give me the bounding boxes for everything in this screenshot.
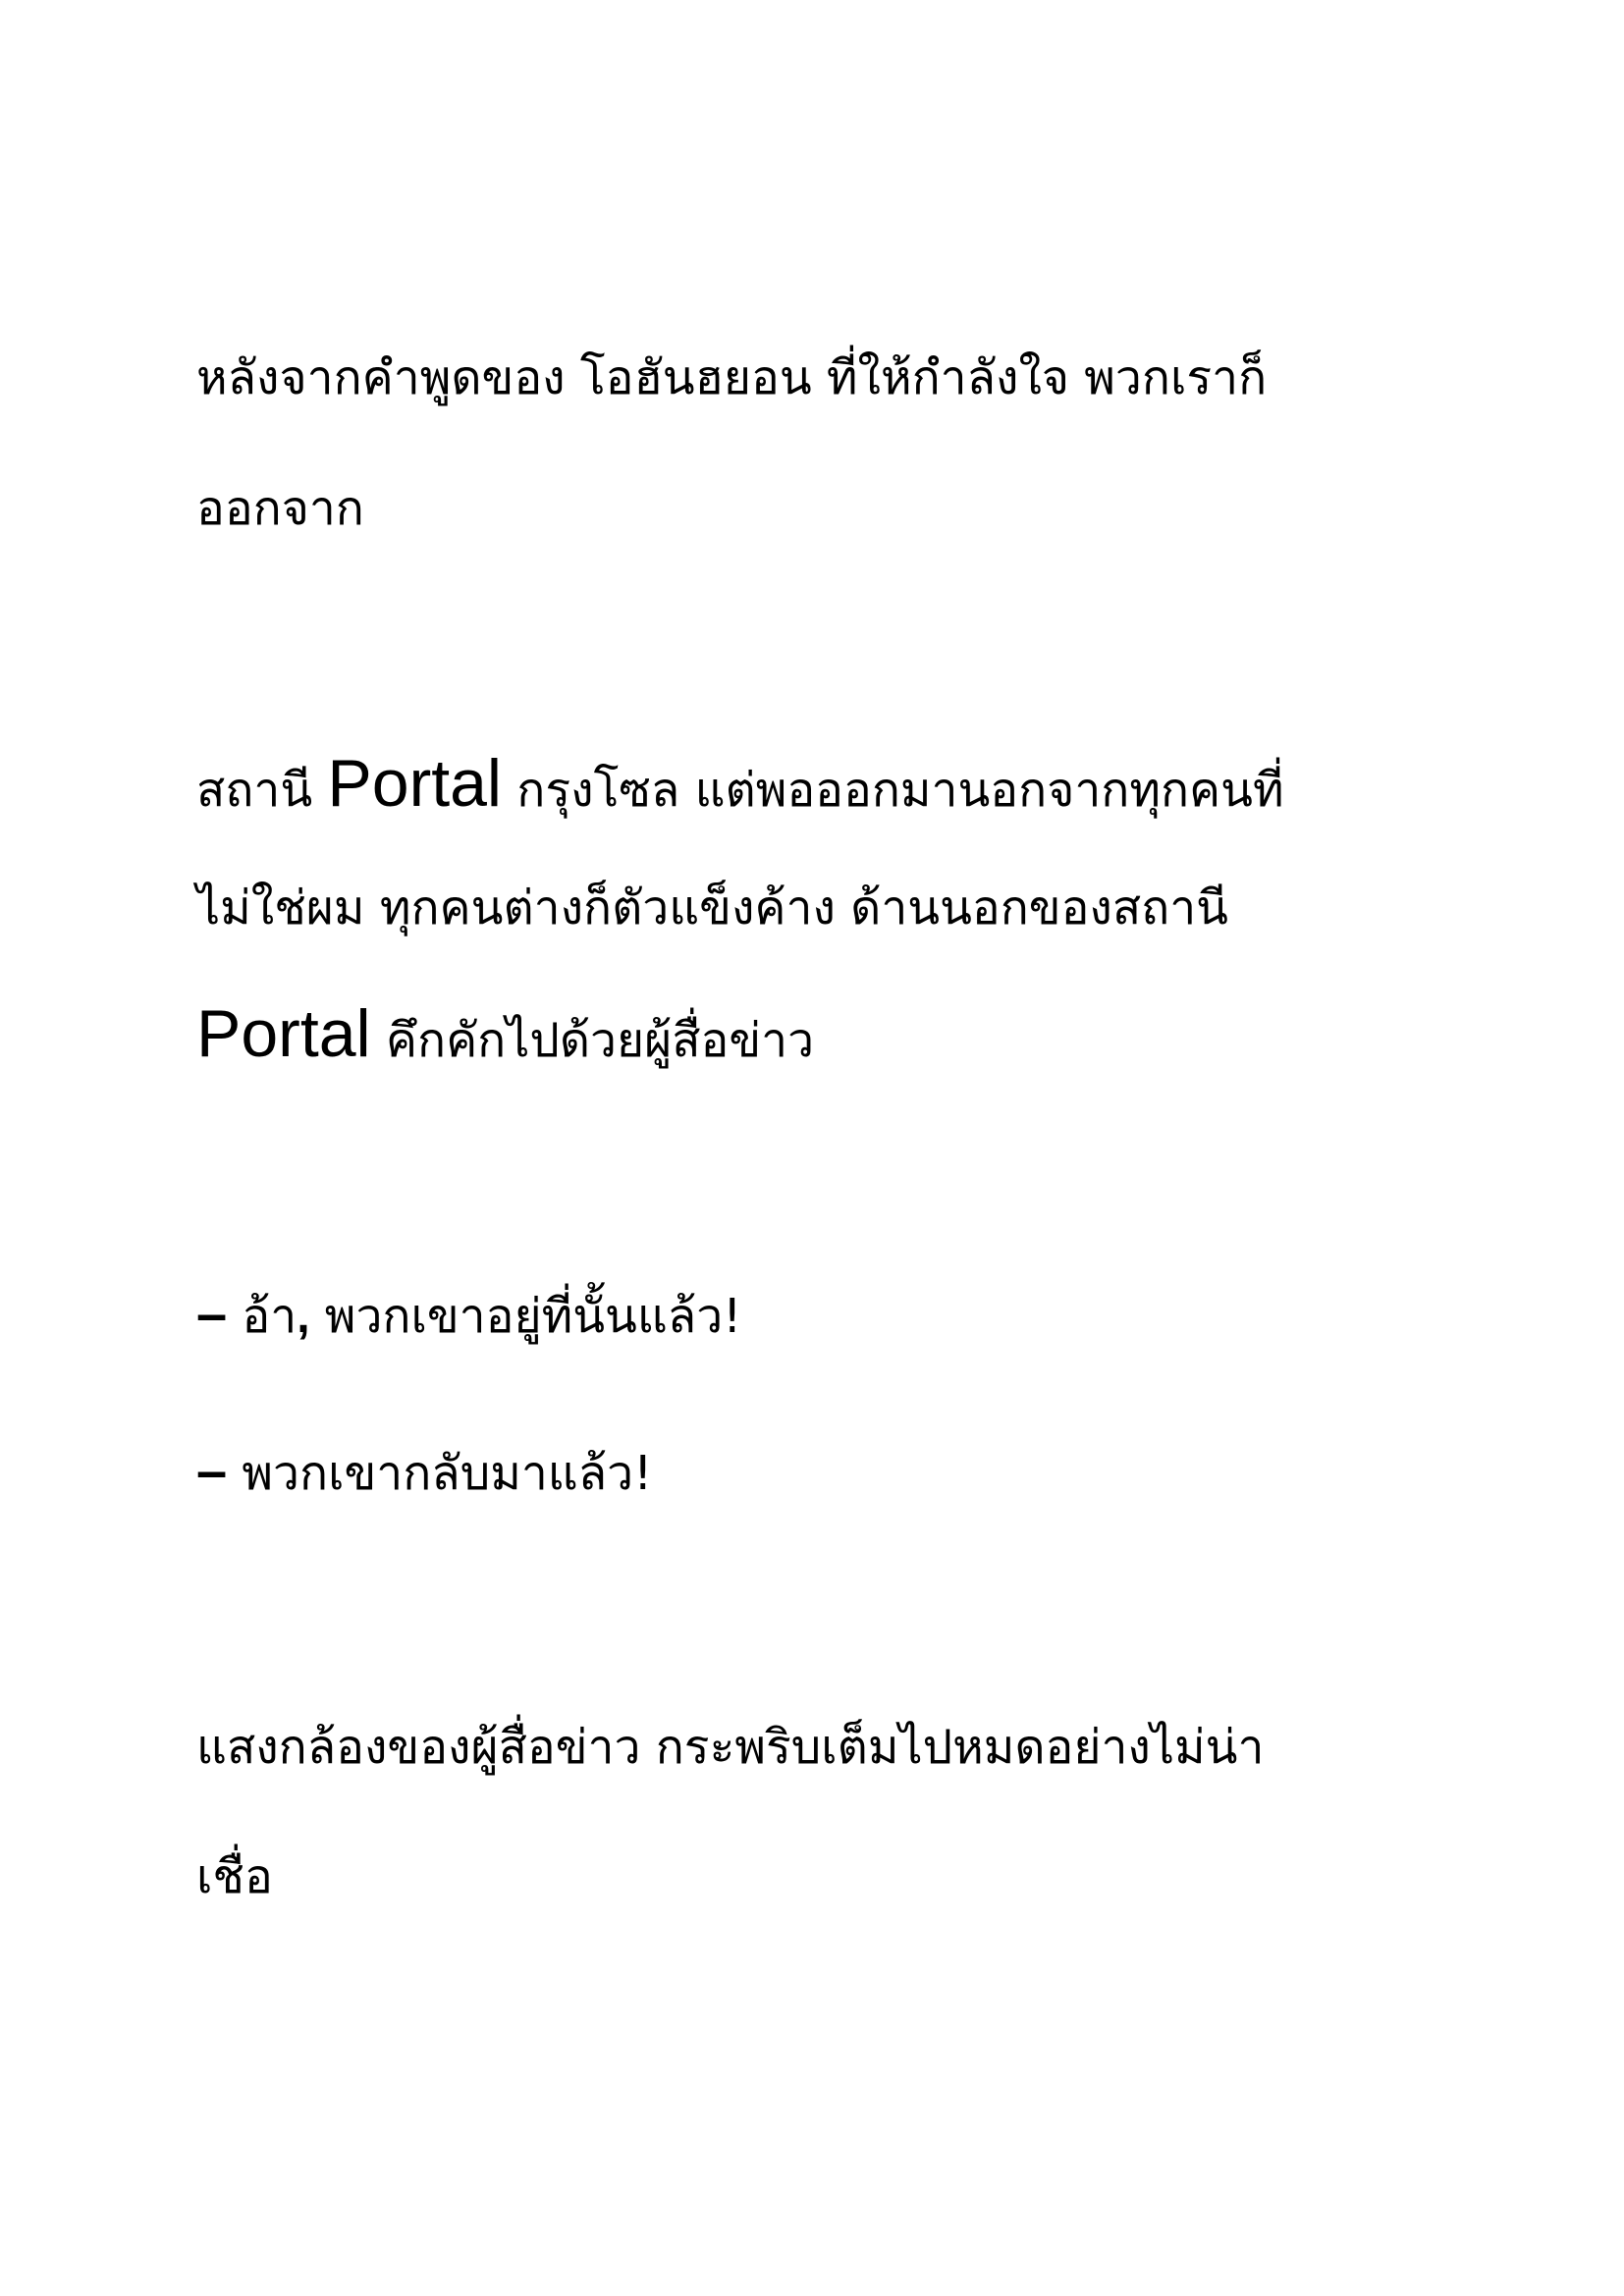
paragraph-1-line-2: ออกจาก	[196, 481, 364, 536]
dialogue-1-text-start: อ้า	[227, 1289, 298, 1344]
paragraph-3-line-2: เชื่อ	[196, 1849, 273, 1904]
paragraph-2-line-3	[196, 994, 1473, 1080]
paragraph-2-line-1-start: สถานี	[196, 763, 328, 818]
dialogue-dash: –	[196, 1282, 228, 1344]
dialogue-1-text-end: พวกเขาอยู่ที่นั้นแล้ว!	[309, 1289, 742, 1344]
dialogue-dash: –	[196, 1439, 228, 1501]
dialogue-1-comma: ,	[297, 1291, 310, 1343]
portal-word: Portal	[327, 746, 503, 821]
paragraph-1-line-1: หลังจากคำพูดของ โอฮันฮยอน ที่ให้กำลังใจ พวกเราก็	[196, 350, 1268, 405]
paragraph-2-line-1	[196, 744, 1473, 829]
paragraph-2-line-2: ไม่ใช่ผม ทุกคนต่างก็ตัวแข็งค้าง ด้านนอกของสถานี	[196, 881, 1228, 935]
portal-word: Portal	[196, 996, 371, 1071]
dialogue-line-1	[196, 1274, 1473, 1357]
paragraph-2-line-3-end: คึกคักไปด้วยผู้สื่อข่าว	[370, 1013, 815, 1068]
paragraph-3-line-1: แสงกล้องของผู้สื่อข่าว กระพริบเต็มไปหมดอย่างไม่น่า	[196, 1720, 1265, 1775]
paragraph-2-line-1-end: กรุงโซล แต่พอออกมานอกจากทุกคนที่	[502, 763, 1284, 818]
dialogue-line-2	[196, 1431, 1473, 1513]
dialogue-2-text: พวกเขากลับมาแล้ว!	[227, 1446, 653, 1501]
